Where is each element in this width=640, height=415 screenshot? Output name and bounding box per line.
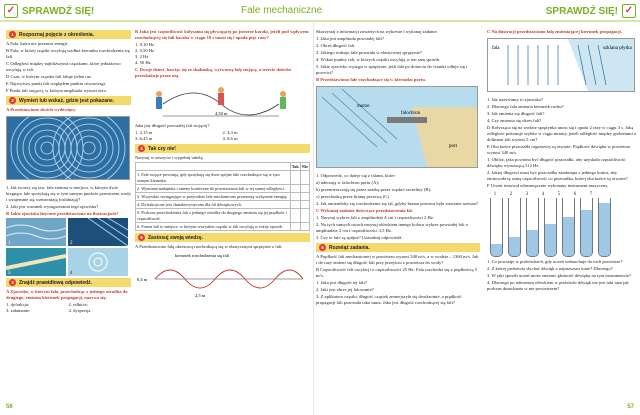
task-3-header xyxy=(6,278,131,287)
list-item: 3. Czy te fale są spójne? Uzasadnij odpowiedź. xyxy=(316,235,403,240)
water-level xyxy=(563,217,574,256)
photo-number: 4 xyxy=(70,271,73,276)
wave-caption: kierunek rozchodzenia się fali xyxy=(175,253,230,258)
list-item: 1. Co powstaje w probówkach, gdy uczeń wdmuchuje do nich powietrze? xyxy=(487,259,623,264)
table-header: Nie xyxy=(301,163,308,169)
table-cell: 4. Dyfrakcja nie jest charakterystyczna dla fal dźwiękowych. xyxy=(136,201,291,209)
table-cell: 3. Wszystkie występujące w przyrodzie fale mechaniczne przenoszą wyłącznie energię. xyxy=(136,193,291,201)
list-item: 2. Jak zmieniłoby się rozchodzenie się fal, gdyby brama portowa była znacznie szersza? xyxy=(316,201,478,206)
question-text: A Zjawisko, w którym fala, przechodząc z jednego ośrodka do drugiego, zmienia kierunek propagacji, nazywa się: xyxy=(6,289,128,300)
task-2-header xyxy=(6,96,131,105)
water-level xyxy=(581,210,592,256)
tube-number: 2 xyxy=(509,192,513,197)
option: 3. załamanie; xyxy=(6,308,31,313)
subtask-heading: A Przedstawiono dwóch wydźwięcy. xyxy=(6,107,77,112)
option: 4. 50 Hz xyxy=(135,60,151,65)
tube-number: 5 xyxy=(557,192,561,197)
question-text: F Uczeń testował własnoręcznie wykonany instrument muzyczny. xyxy=(487,183,609,188)
question-text: D Kołysząca się na wodzie sprężynka unosi się i opada 2 razy w ciągu 3 s. Jaką odległość pokonuje szybko w ciągu minuty, jeżeli odległość między grzbietami a dolinami fali wynosi 5 cm? xyxy=(487,125,637,142)
list-item: 1. Jaka jest amplituda powstałej fali? xyxy=(316,36,384,41)
question-text: 2. Jaki jest warunek występowania tego zjawiska? xyxy=(6,204,99,209)
table-row xyxy=(136,185,310,193)
task-1-header xyxy=(6,30,131,39)
list-item: 2. Okreś długość fali. xyxy=(316,43,356,48)
photo-grid xyxy=(6,218,131,276)
list-item: 1. Jak nazywamy to zjawisko? xyxy=(487,97,544,102)
table-cell xyxy=(300,185,309,193)
question-text: Jaka jest długość powstałej fali stojącej? xyxy=(135,123,210,128)
task-title: Wymień lub wskaż, gdzie jest pokazane. xyxy=(19,97,115,104)
list-item: 3. Jak zmienia się długość fali? xyxy=(487,111,545,116)
list-item: B Częstotliwość fali oscylacji o częstotliwości 25 Hz. Fala rozchodzi się z prędkością 5 m/s. xyxy=(316,267,477,278)
test-tube xyxy=(490,198,503,257)
table-cell xyxy=(290,201,300,209)
option: 2. odbicie; xyxy=(68,302,88,307)
table-cell: 5. Podczas przechodzenia fali z jednego ośrodka do drugiego zmienia się jej prędkość i częstotliwość. xyxy=(136,209,291,223)
list-item: c) przechodzą przez bramę portową (C). xyxy=(316,194,390,199)
question-text: 1. Jak tworzy się tzw. fala ziemna w miejscu, w którym dwie biegnące fale spotykają się w tym samym punkcie przestrzeni wody i wzajemnie się wzmacniają (osłabiają)? xyxy=(6,185,131,202)
wave-label: fala xyxy=(492,46,500,51)
test-tube xyxy=(580,198,593,257)
water-level xyxy=(509,237,520,256)
list-item: A Prędkość fali mechanicznej w powietrzu wynosi 340 m/s, a w wodzie – 1360 m/s. Jak i ile razy zmieni się długość fali przy przejściu z powietrza do wody? xyxy=(316,254,479,265)
port-diagram xyxy=(316,86,478,168)
tube-number: 7 xyxy=(589,192,593,197)
list-item: 4. Wskaż punkty fali, w których cząstki oscylują w ten sam sposób. xyxy=(316,57,441,62)
column-2 xyxy=(135,28,310,301)
water-level xyxy=(491,244,502,256)
question-text: B Jaka jest częstotliwość kołysania się pływającej po jeziorze kaczki, jeżeli pod wpływem rozchodzącej się fali kaczka w ciągu 10 s unosi się i opada pięć razy? xyxy=(135,29,309,40)
table-row xyxy=(136,201,310,209)
list-item: 3. W jaki sposób uczeń może zmienić głośność dźwięku na tym instrumencie? xyxy=(487,273,631,278)
table-cell xyxy=(290,223,300,231)
question-text: Skorzystaj z informacji zawartych na wykresie i wykonaj zadanie. xyxy=(316,29,438,34)
option: 3. 6,45 m xyxy=(135,136,153,141)
photo-4 xyxy=(68,248,128,276)
check-icon: ✓ xyxy=(4,4,18,18)
column-4 xyxy=(487,28,637,293)
table-cell: 2. Wymiana nadajnika i anteny konieczne do powstawania fali w tej samej odległości. xyxy=(136,185,291,193)
test-tube xyxy=(526,198,539,257)
check-icon: ✓ xyxy=(622,4,636,18)
table-header-row xyxy=(136,163,310,171)
table-row xyxy=(136,193,310,201)
right-header xyxy=(542,4,640,18)
page-number-right: 57 xyxy=(627,404,634,410)
list-item: 2. Dlaczego fala zmienia kierunek ruchu? xyxy=(487,104,564,109)
subtask-heading: B Przedstawiono fale rozchodzące się w kierunku portu. xyxy=(316,77,426,82)
amplitude-label: 0,4 m xyxy=(137,277,148,282)
breakwater-label: falochron xyxy=(401,111,421,116)
list-item: B Fala, w której cząstki oscylują wzdłuż kierunku rozchodzenia się fali. xyxy=(6,48,130,59)
task-title: Rozwiąż zadania. xyxy=(329,244,370,251)
column-3 xyxy=(316,28,480,307)
tube-number: 4 xyxy=(541,192,545,197)
task-number: 3 xyxy=(9,279,16,286)
task-number: 6 xyxy=(319,244,326,251)
list-item: 2. Jakiej długości musi być piszczałka zamknięta z jednego końca, aby emitowała tę samą częstotliwość co piszczałka, której oba końce są otwarte? xyxy=(487,170,628,181)
table-row xyxy=(136,171,310,185)
tube-number: 1 xyxy=(493,192,497,197)
task-number: 1 xyxy=(9,31,16,38)
task-6-header xyxy=(316,243,480,252)
task-5-header xyxy=(135,233,310,242)
table-row xyxy=(136,209,310,223)
test-tube xyxy=(508,198,521,257)
yes-no-table xyxy=(135,162,310,231)
list-item: 1. Oblicz, jaka powinna być długość piszczałki, aby uzyskała częstotliwość dźwięku wynoszącą 512 Hz. xyxy=(487,157,626,168)
table-cell: 1. Fale stojące powstają, gdy spotykają się dwie spójne fale rozchodzące się w tym samym kierunku. xyxy=(136,171,291,185)
wavelength-label: 2,5 m xyxy=(195,293,206,298)
photo-number: 1 xyxy=(8,241,11,246)
page-number-left: 56 xyxy=(6,404,13,410)
photo-number: 2 xyxy=(70,241,73,246)
list-item: C Odległość między najbliższymi cząstkami, które jednakowo oscylują w fali. xyxy=(6,61,121,72)
tube-numbers xyxy=(487,191,637,198)
tube-number: 3 xyxy=(525,192,529,197)
sea-label: morze xyxy=(357,104,370,109)
list-item: 1. Jaka jest długość tej fali? xyxy=(316,280,367,285)
photo-1 xyxy=(6,218,66,246)
list-item: 3. Z aplikatora cząstki, długość cząstek zmniejszyła się dwukrotnie, a prędkość propagacji fali pozostała taka sama. Jaka jest długość rozchodzącej się fali? xyxy=(316,294,462,305)
right-header-title: SPRAWDŹ SIĘ! xyxy=(545,5,618,17)
list-item: F Punkt fali stojącej, w którym amplituda wynosi zero. xyxy=(6,88,108,93)
port-label: port xyxy=(449,144,458,149)
header-rule xyxy=(0,20,640,22)
task-4-header xyxy=(135,144,310,153)
option: 1. dyfrakcja; xyxy=(6,302,30,307)
question-text: A Przedstawiono falę okresową rozchodzącą się w elastycznym sprężynie o fali. xyxy=(135,244,283,249)
list-item: D Czas, w którym cząstka fali faluje jeden raz. xyxy=(6,74,92,79)
refraction-diagram xyxy=(487,38,635,92)
column-1 xyxy=(6,28,131,314)
photo-3 xyxy=(6,248,66,276)
water-level xyxy=(599,203,610,256)
header-bar xyxy=(0,0,640,27)
list-item: 4. Czy zmienia się okres fali? xyxy=(487,118,542,123)
table-cell xyxy=(300,193,309,201)
options-grid xyxy=(6,302,131,314)
table-header: Tak xyxy=(291,163,299,169)
task-title: Tak czy nie! xyxy=(148,145,176,152)
question-text: C Dwoje dzieci, bawiąc się ze skakanką, wytworzą falę stojącą, a trzecie dziecko przeskakuje przez nią. xyxy=(135,67,292,78)
photo-2 xyxy=(68,218,128,246)
list-item: 1. Odpowiedz, co dzieje się z falami, które: xyxy=(316,173,396,178)
list-item: 4. Dlaczego po uderzeniu ołówkiem w probówki dźwięk nie jest taki sam jak podczas dmuchania w nie powietrzem? xyxy=(487,280,629,291)
task-number: 4 xyxy=(138,145,145,152)
table-cell xyxy=(290,171,300,185)
task-title: Zastosuj swoją wiedzę. xyxy=(148,234,204,241)
option: 3. 2 Hz xyxy=(135,54,149,59)
rope-length-label: 4,50 m xyxy=(215,111,228,116)
option: 2. 4,3 m xyxy=(222,130,238,135)
options-grid xyxy=(135,130,310,142)
table-row xyxy=(136,223,310,231)
task-number: 2 xyxy=(9,97,16,104)
task-title: Rozpoznaj pojęcie z określenia. xyxy=(19,31,95,38)
list-item: 2. Jaki jest okres jej falowania? xyxy=(316,287,374,292)
task-number: 5 xyxy=(138,234,145,241)
table-header xyxy=(136,163,291,171)
list-item: 5. Jakie zjawisko wystąpi w sprężynie, jeśli fala po dotarciu do ścianki odbije się i powróci? xyxy=(316,64,468,75)
table-cell xyxy=(290,185,300,193)
list-item: a) uderzają w falochron portu (A); xyxy=(316,180,380,185)
table-cell xyxy=(290,209,300,223)
table-cell xyxy=(290,193,300,201)
section-title: Fale mechaniczne xyxy=(235,5,328,16)
page-fold xyxy=(313,22,314,415)
test-tube xyxy=(544,198,557,257)
interference-image xyxy=(6,116,130,180)
question-text: E Oba końce piszczałki organowej są otwarte. Prędkość dźwięku w powietrzu wynosi 340 m/s. xyxy=(487,144,631,155)
table-cell xyxy=(300,171,309,185)
option: 1. 0,10 Hz xyxy=(135,42,155,47)
glass-plate-label: szklana płytka xyxy=(603,46,632,51)
subtask-heading: B Jakie zjawiska fizyczne przedstawiono na ilustracjach? xyxy=(6,211,119,216)
subtask-heading: C Wykonaj zadanie dotyczące przedstawienia fal. xyxy=(316,208,413,213)
left-header-title: SPRAWDŹ SIĘ! xyxy=(22,5,95,17)
test-tube xyxy=(598,198,611,257)
left-header xyxy=(0,4,98,18)
list-item: b) przemieszczają się przez zatokę przez wąskie szczeliny (B); xyxy=(316,187,432,192)
option: 2. 0,50 Hz xyxy=(135,48,155,53)
test-tube xyxy=(562,198,575,257)
water-level xyxy=(545,224,556,256)
list-item: 2. Z której probówki słychać dźwięk o najniższym tonie? Dlaczego? xyxy=(487,266,613,271)
wave-graph xyxy=(135,251,307,299)
question-text: Narysuj w zeszycie i wypełnij tabelę. xyxy=(135,155,204,160)
list-item: E Najwyższy punkt fali względem punktu równowagi. xyxy=(6,81,107,86)
option: 4. 8,6 m xyxy=(222,136,238,141)
question-text: C Na ilustracji przedstawiono falę zmieniającej kierunek propagacji. xyxy=(487,29,622,34)
list-item: 3. Jakiego rodzaju fala powstała w elastycznej sprężynie? xyxy=(316,50,422,55)
option: 1. 2,15 m xyxy=(135,130,153,135)
option: 4. dyspersja. xyxy=(68,308,92,313)
table-cell xyxy=(300,209,309,223)
table-cell xyxy=(300,201,309,209)
photo-number: 3 xyxy=(8,271,11,276)
list-item: 2. Na tych samych osiach narysuj ołówkiem innego koloru wykres powstałej fali o amplitudzie 2 cm i częstotliwości 3,5 Hz. xyxy=(316,222,468,233)
water-level xyxy=(527,230,538,256)
tube-number: 6 xyxy=(573,192,577,197)
skipping-rope-illustration xyxy=(135,80,307,120)
list-item: A Fala, która nie przenosi energii. xyxy=(6,41,69,46)
test-tubes xyxy=(487,198,637,258)
table-cell: 6. Fonon fali to miejsce, w którym wszystkie cząstki w fali oscylują w różny sposób. xyxy=(136,223,291,231)
task-title: Znajdź prawidłową odpowiedź. xyxy=(19,279,93,286)
table-cell xyxy=(300,223,309,231)
list-item: 1. Narysuj wykres fali o amplitudzie 4 cm i częstotliwości 2 Hz. xyxy=(316,215,435,220)
